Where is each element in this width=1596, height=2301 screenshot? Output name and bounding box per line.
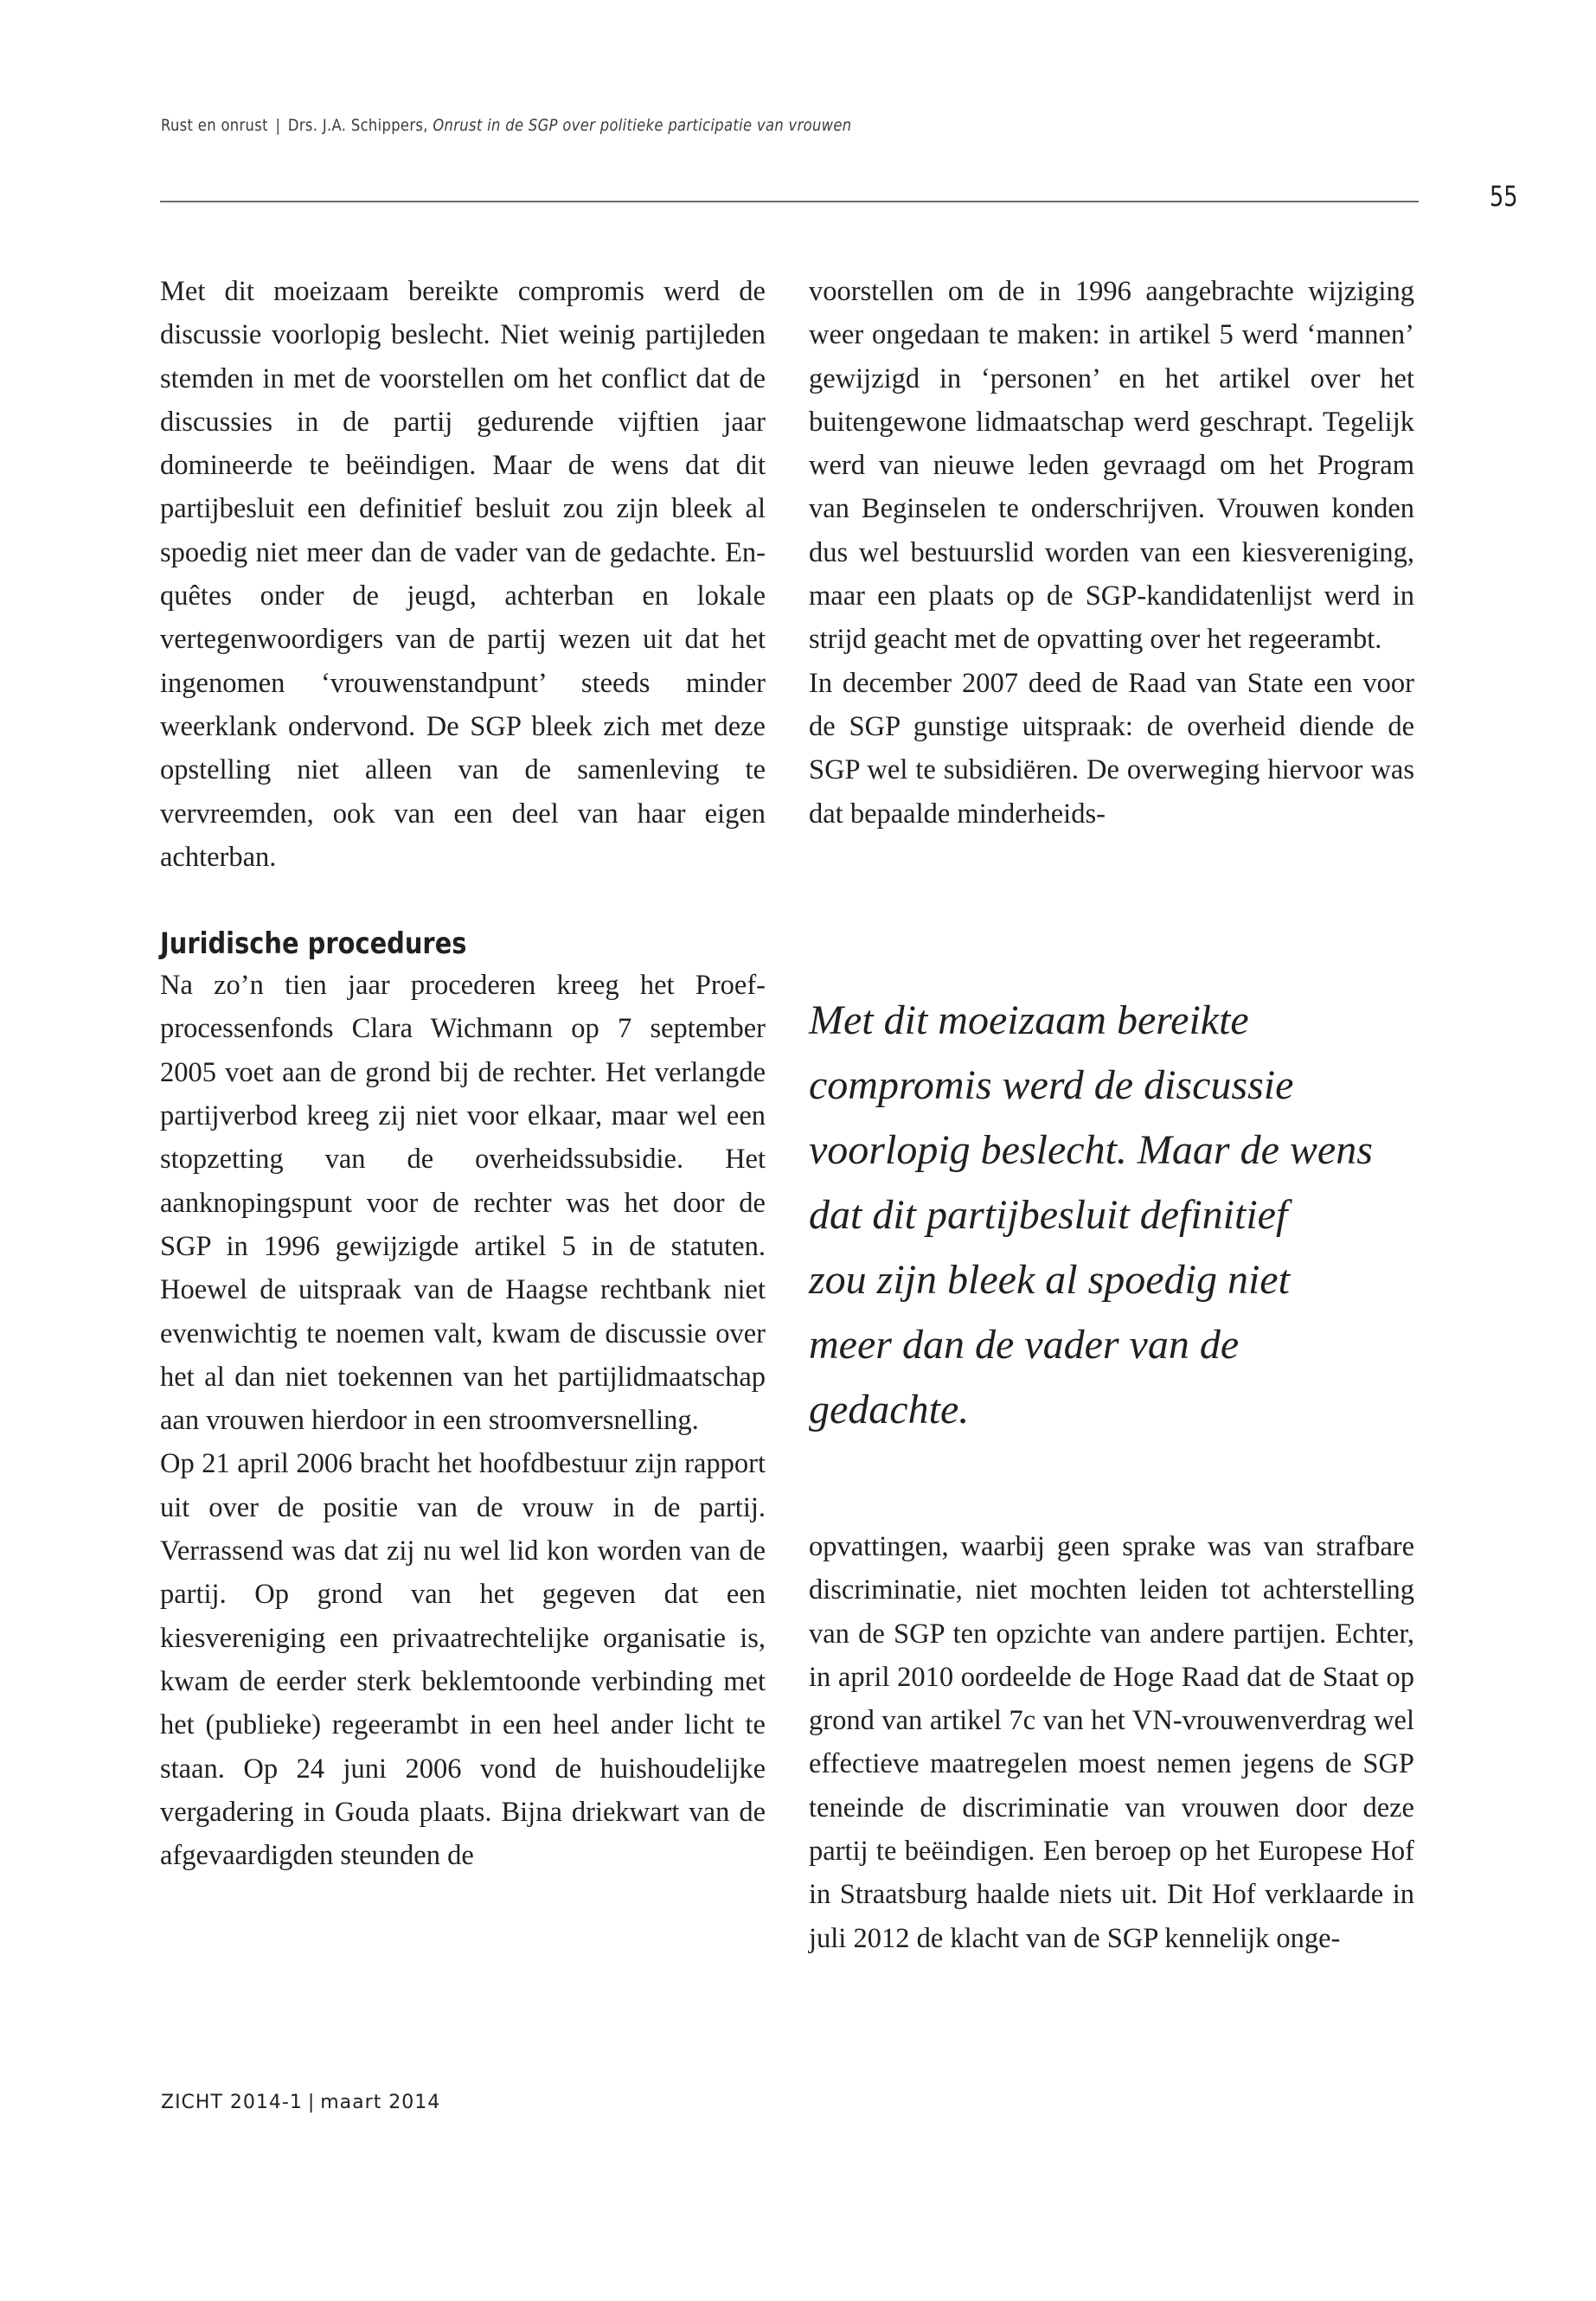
pull-quote-line: dat dit partijbesluit definitief [809, 1192, 1288, 1238]
paragraph: In december 2007 deed de Raad van State een voor de SGP gunstige uitspraak: de overheid diende de SGP wel te subsidiëren. De overweging hiervoor was dat bepaalde minderheids- [809, 667, 1414, 830]
pull-quote-line: Met dit moeizaam bereikte [809, 997, 1249, 1043]
pull-quote-line: compromis werd de discussie [809, 1062, 1294, 1108]
section-heading: Juridische procedures [160, 926, 467, 962]
pull-quote-line: meer dan de vader van de [809, 1322, 1240, 1368]
footer [161, 2092, 440, 2113]
pull-quote-line: gedachte. [809, 1387, 970, 1433]
header-rule [160, 201, 1419, 202]
right-column-body-upper [809, 270, 1414, 836]
left-column [160, 270, 766, 1877]
footer-date: maart 2014 [320, 2092, 441, 2113]
paragraph: Op 21 april 2006 bracht het hoofdbestuur zijn rapport uit over de positie van de vrouw in de partij. Verrassend was dat zij nu wel lid kon worden van de partij. Op grond van het gegeven dat een kiesvereniging een privaatrechtelijke organisatie is, kwam de eerder sterk beklemtoonde verbinding met het (publieke) regeerambt in een heel ander licht te staan. Op 24 juni 2006 vond de huishoudelijke vergadering in Gouda plaats. Bijna driekwart van de afgevaardigden steunden de [160, 1448, 766, 1872]
right-column-upper [809, 270, 1414, 836]
running-head [161, 116, 851, 135]
running-head-author: Drs. J.A. Schippers, [287, 116, 428, 135]
running-head-section: Rust en onrust [161, 116, 268, 135]
paragraph: opvattingen, waarbij geen sprake was van strafbare discriminatie, niet mochten leiden tot achterstelling van de SGP ten opzichte van andere partijen. Echter, in april 2010 oordeelde de Hoge Raad dat de Staat op grond van artikel 7c van het VN-vrouwenverdrag wel effectieve maatregelen moest nemen jegens de SGP teneinde de discriminatie van vrouwen door deze partij te beëindigen. Een beroep op het Europese Hof in Straatsburg haalde niets uit. Dit Hof verklaarde in juli 2012 de klacht van de SGP kennelijk onge- [809, 1531, 1414, 1954]
left-column-body-upper [160, 270, 766, 879]
right-column-lower [809, 1525, 1414, 1960]
running-head-article-title: Onrust in de SGP over politieke participatie van vrouwen [433, 116, 852, 135]
paragraph: voorstellen om de in 1996 aangebrachte wijziging weer ongedaan te maken: in artikel 5 werd ‘mannen’ gewijzigd in ‘personen’ en het artikel over het buitengewone lidmaatschap werd geschrapt. Tegelijk werd van nieuwe leden gevraagd om het Program van Beginselen te onderschrijven. Vrouwen konden dus wel bestuurslid worden van een kiesvereniging, maar een plaats op de SGP-kandidatenlijst werd in strijd geacht met de opvatting over het regeerambt. [809, 276, 1414, 656]
footer-journal: ZICHT 2014-1 [161, 2092, 303, 2113]
right-column-body-lower [809, 1525, 1414, 1960]
running-head-separator: | [275, 116, 281, 135]
page-number: 55 [1490, 180, 1518, 213]
pull-quote-line: zou zijn bleek al spoedig niet [809, 1257, 1290, 1303]
paragraph: Na zo’n tien jaar procederen kreeg het Proefprocessenfonds Clara Wichmann op 7 september 2005 voet aan de grond bij de rechter. Het verlangde partijverbod kreeg zij niet voor elkaar, maar wel een stopzetting van de overheidssubsidie. Het aanknopingspunt voor de rechter was het door de SGP in 1996 gewijzigde artikel 5 in de statuten. Hoewel de uitspraak van de Haagse rechtbank niet evenwichtig te noemen valt, kwam de discussie over het al dan niet toekennen van het partijlidmaatschap aan vrouwen hierdoor in een stroomversnelling. [160, 970, 766, 1437]
footer-separator: | [307, 2092, 316, 2113]
pull-quote-line: voorlopig beslecht. Maar de wens [809, 1127, 1373, 1173]
paragraph: Met dit moeizaam bereikte compromis werd de discussie voorlopig beslecht. Niet weinig partijleden stemden in met de voorstellen om het conflict dat de discussies in de partij gedurende vijftien jaar domineerde te beëindigen. Maar de wens dat dit partijbesluit een definitief besluit zou zijn bleek al spoedig niet meer dan de vader van de gedachte. Enquêtes onder de jeugd, achterban en lokale vertegenwoordigers van de partij wezen uit dat het ingenomen ‘vrouwenstandpunt’ steeds minder weerklank ondervond. De SGP bleek zich met deze opstelling niet alleen van de samenleving te vervreemden, ook van een deel van haar eigen achterban. [160, 276, 766, 873]
left-column-body-lower [160, 964, 766, 1877]
pull-quote [809, 988, 1432, 1442]
